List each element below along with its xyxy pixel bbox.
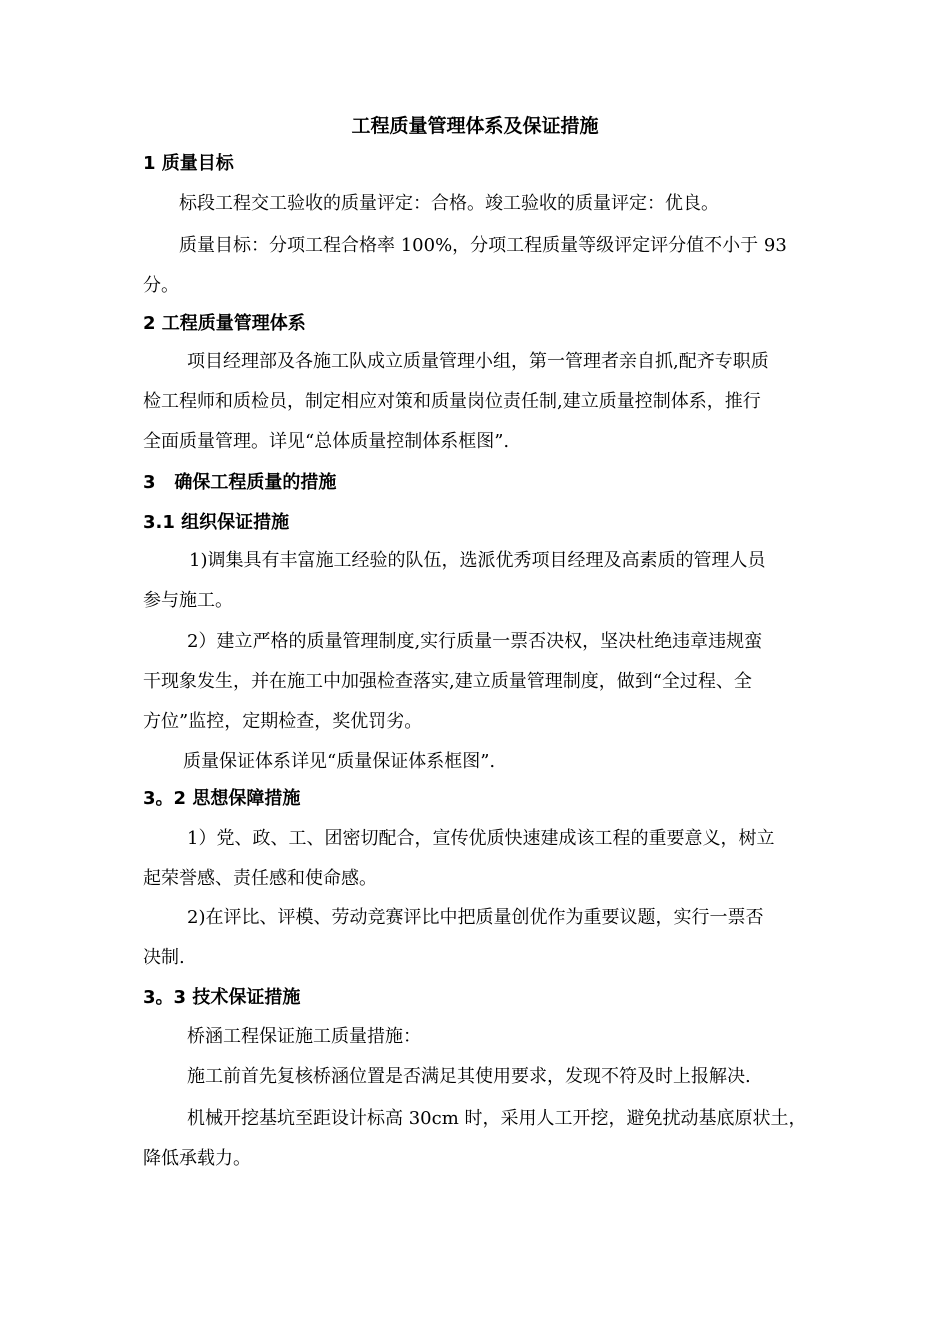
text-line: 降低承载力。 (143, 1148, 251, 1169)
text-line: 1)调集具有丰富施工经验的队伍，选派优秀项目经理及高素质的管理人员 (189, 550, 766, 571)
text-line: 1）党、政、工、团密切配合，宣传优质快速建成该工程的重要意义，树立 (187, 828, 775, 849)
paragraph-organization-3 (143, 742, 813, 782)
paragraph-ideology-1 (143, 819, 813, 899)
text-line: 方位”监控，定期检查，奖优罚劣。 (143, 711, 423, 732)
text-line: 施工前首先复核桥涵位置是否满足其使用要求，发现不符及时上报解决. (187, 1066, 751, 1087)
text-line: 干现象发生，并在施工中加强检查落实,建立质量管理制度，做到“全过程、全 (143, 671, 752, 692)
text-line: 质量保证体系详见“质量保证体系框图”. (183, 751, 496, 772)
paragraph-technical-2 (143, 1057, 813, 1097)
text-line: 2)在评比、评模、劳动竞赛评比中把质量创优作为重要议题，实行一票否 (187, 907, 764, 928)
text-line: 桥涵工程保证施工质量措施： (187, 1026, 421, 1047)
text-line: 2）建立严格的质量管理制度,实行质量一票否决权，坚决杜绝违章违规蛮 (187, 631, 763, 652)
text-line: 标段工程交工验收的质量评定：合格。竣工验收的质量评定：优良。 (179, 193, 719, 214)
text-line: 决制. (143, 947, 185, 968)
paragraph-quality-evaluation (143, 184, 813, 224)
section-heading-1: 1 质量目标 (143, 153, 234, 174)
text-line: 起荣誉感、责任感和使命感。 (143, 868, 377, 889)
text-line: 机械开挖基坑至距设计标高 30cm 时，采用人工开挖，避免扰动基底原状土， (187, 1108, 807, 1129)
text-line: 参与施工。 (143, 590, 233, 611)
text-line: 分。 (143, 275, 179, 296)
paragraph-management-system (143, 342, 813, 462)
section-heading-3-2: 3。2 思想保障措施 (143, 788, 301, 809)
section-heading-3-1: 3.1 组织保证措施 (143, 512, 290, 533)
document-title: 工程质量管理体系及保证措施 (351, 115, 599, 137)
section-heading-2: 2 工程质量管理体系 (143, 313, 306, 334)
text-line: 质量目标：分项工程合格率 100%，分项工程质量等级评定评分值不小于 93 (179, 235, 787, 256)
section-heading-3: 3 确保工程质量的措施 (143, 472, 337, 493)
paragraph-organization-2 (143, 622, 813, 742)
text-line: 项目经理部及各施工队成立质量管理小组，第一管理者亲自抓,配齐专职质 (187, 351, 769, 372)
paragraph-quality-target (143, 226, 813, 306)
paragraph-technical-3 (143, 1099, 813, 1179)
text-line: 全面质量管理。详见“总体质量控制体系框图”. (143, 431, 510, 452)
paragraph-ideology-2 (143, 898, 813, 978)
text-line: 检工程师和质检员，制定相应对策和质量岗位责任制,建立质量控制体系，推行 (143, 391, 761, 412)
paragraph-technical-1 (143, 1017, 813, 1057)
section-heading-3-3: 3。3 技术保证措施 (143, 987, 301, 1008)
paragraph-organization-1 (143, 541, 813, 621)
